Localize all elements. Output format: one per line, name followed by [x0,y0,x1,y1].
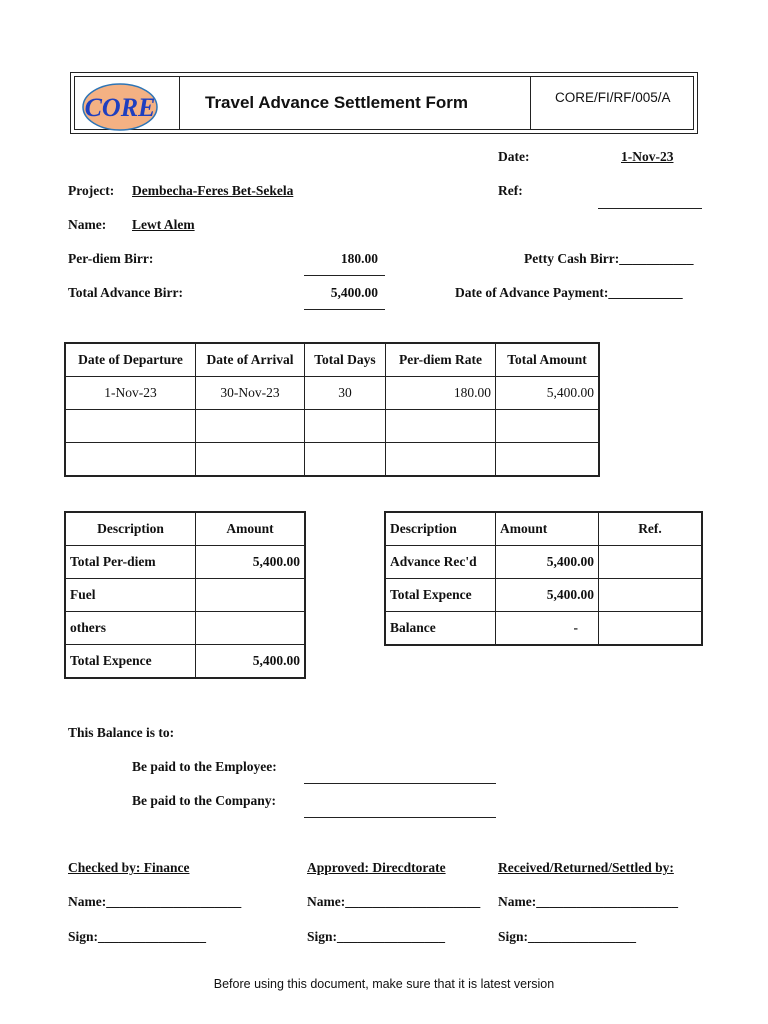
directorate-sign-field[interactable]: Sign:________________ [307,929,446,944]
amount-cell[interactable]: 5,400.00 [196,645,305,678]
core-logo [80,82,160,132]
name-label: Name: [68,217,107,232]
description-cell: Total Per-diem [66,546,196,579]
expense-table [65,512,305,678]
finance-name-field[interactable]: Name:____________________ [68,894,242,909]
ref-cell[interactable] [599,612,702,645]
table-row [66,645,305,678]
directorate-title: Approved: Direcdtorate [307,860,446,875]
amount-cell[interactable]: 5,400.00 [496,579,599,612]
total-advance-value[interactable]: 5,400.00 [330,285,378,300]
settled-by-title: Received/Returned/Settled by: [498,860,674,875]
col-header: Total Days [305,344,386,377]
petty-cash-field[interactable]: Petty Cash Birr:___________ [524,251,694,266]
arrival-cell[interactable] [196,410,305,443]
description-cell: Balance [386,612,496,645]
amount-cell[interactable] [496,443,599,476]
form-header [70,72,698,134]
description-cell: Total Expence [66,645,196,678]
header-divider [179,77,180,129]
description-cell: others [66,612,196,645]
name-value[interactable]: Lewt Alem [132,217,195,232]
ref-label: Ref: [498,183,523,198]
perdiem-label: Per-diem Birr: [68,251,154,266]
col-header: Amount [496,513,599,546]
table-header-row [386,513,702,546]
rate-cell[interactable] [386,410,496,443]
table-row [66,612,305,645]
table-row [66,579,305,612]
ref-cell[interactable] [599,546,702,579]
project-value[interactable]: Dembecha-Feres Bet-Sekela [132,183,294,198]
departure-cell[interactable] [66,410,196,443]
table-header-row [66,513,305,546]
version-notice: Before using this document, make sure that it is latest version [213,977,555,991]
finance-sign-field[interactable]: Sign:________________ [68,929,207,944]
departure-cell[interactable] [66,443,196,476]
company-label: Be paid to the Company: [132,793,277,808]
perdiem-value[interactable]: 180.00 [340,251,378,266]
document-code: CORE/FI/RF/005/A [555,90,671,105]
total-advance-label: Total Advance Birr: [68,285,184,300]
table-row [66,410,599,443]
days-cell[interactable]: 30 [305,377,386,410]
amount-cell[interactable]: 5,400.00 [496,546,599,579]
table-header-row [66,344,599,377]
days-cell[interactable] [305,410,386,443]
col-header: Date of Departure [66,344,196,377]
table-row [386,612,702,645]
departure-cell[interactable]: 1-Nov-23 [66,377,196,410]
travel-table [65,343,599,476]
table-row [386,579,702,612]
settled-by-sign-field[interactable]: Sign:________________ [498,929,637,944]
amount-cell[interactable]: - [496,612,599,645]
total-advance-line [304,309,385,310]
amount-cell[interactable]: 5,400.00 [196,546,305,579]
perdiem-line [304,275,385,276]
table-row [66,546,305,579]
arrival-cell[interactable] [196,443,305,476]
col-header: Description [66,513,196,546]
col-header: Description [386,513,496,546]
col-header: Amount [196,513,305,546]
directorate-name-field[interactable]: Name:____________________ [307,894,481,909]
header-inner-frame [74,76,694,130]
advance-payment-date-field[interactable]: Date of Advance Payment:___________ [455,285,683,300]
balance-table [385,512,702,645]
rate-cell[interactable] [386,443,496,476]
employee-label: Be paid to the Employee: [132,759,277,774]
description-cell: Total Expence [386,579,496,612]
amount-cell[interactable] [196,612,305,645]
project-label: Project: [68,183,115,198]
days-cell[interactable] [305,443,386,476]
employee-line[interactable] [304,783,496,784]
amount-cell[interactable]: 5,400.00 [496,377,599,410]
settled-by-name-field[interactable]: Name:_____________________ [498,894,678,909]
amount-cell[interactable] [196,579,305,612]
table-row [386,546,702,579]
col-header: Date of Arrival [196,344,305,377]
description-cell: Fuel [66,579,196,612]
description-cell: Advance Rec'd [386,546,496,579]
rate-cell[interactable]: 180.00 [386,377,496,410]
table-row [66,443,599,476]
finance-title: Checked by: Finance [68,860,190,875]
col-header: Per-diem Rate [386,344,496,377]
table-row [66,377,599,410]
ref-line[interactable] [598,208,702,209]
col-header: Total Amount [496,344,599,377]
date-value[interactable]: 1-Nov-23 [621,149,674,164]
header-divider [530,77,531,129]
company-line[interactable] [304,817,496,818]
amount-cell[interactable] [496,410,599,443]
balance-intro: This Balance is to: [68,725,175,740]
col-header: Ref. [599,513,702,546]
form-title: Travel Advance Settlement Form [205,93,468,112]
ref-cell[interactable] [599,579,702,612]
logo-text: CORE [84,93,156,122]
date-label: Date: [498,149,530,164]
arrival-cell[interactable]: 30-Nov-23 [196,377,305,410]
